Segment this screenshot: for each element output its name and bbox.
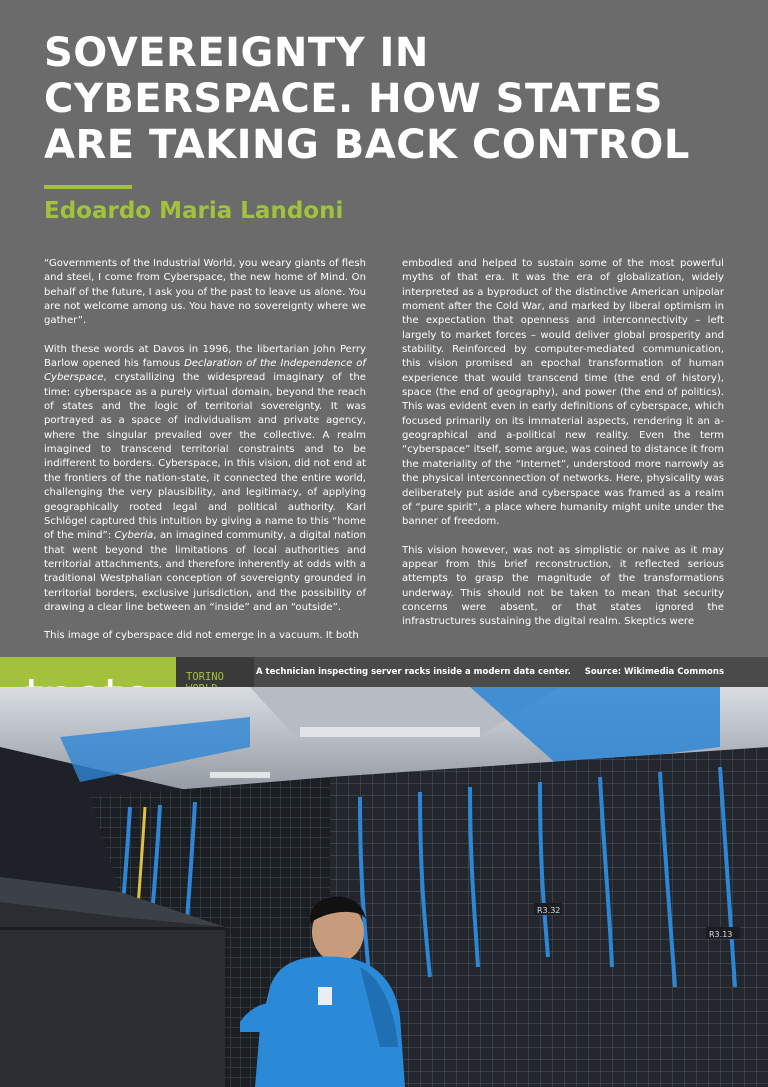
paragraph-barlow xyxy=(44,343,366,616)
paragraph-vision: This vision however, was not as simplistic or naive as it may appear from this brief reconstruction, it reflected serious attempts to grasp the magnitude of the transformations underway. This should not be taken to mean that security concerns were absent, or that states ignored the infrastructures sustaining the digital realm. Skeptics were xyxy=(402,544,724,628)
datacenter-photo xyxy=(0,687,768,1087)
paragraph-quote: “Governments of the Industrial World, you weary giants of flesh and steel, I come from Cyberspace, the new home of Mind. On behalf of the future, I ask you of the past to leave us alone. You are not welcome among us. You have no sovereignty where we gather”. xyxy=(44,258,367,327)
paragraph-globalization: embodied and helped to sustain some of the most powerful myths of that era. It was the era of globalization, widely interpreted as a byproduct of the distinctive American unipolar moment after the Cold War, and marked by liberal optimism in the expectation that openness and interconnectivity – left largely to market forces – would deliver global prosperity and stability. Reinforced by computer-mediated communication, this vision promised an epochal transformation of human experience that would transcend time (the end of history), space (the end of geography), and power (the end of politics). This was evident even in early definitions of cyberspace, which focused primarily on its immaterial aspects, rendering it an a-geographical and a-political new reality. Even the term “cyberspace” itself, some argue, was coined to distance it from the materiality of the “Internet”, understood more narrowly as the physical interconnection of networks. Here, physicality was deliberately put aside and cyberspace was framed as a realm of “pure spirit”, a place where humanity might unite under the banner of freedom. xyxy=(402,258,724,528)
title-underline xyxy=(44,185,132,189)
body-column-right xyxy=(402,257,724,645)
article-title: SOVEREIGNTY IN CYBERSPACE. HOW STATES ARE TAKING BACK CONTROL xyxy=(44,30,690,168)
text-run: , crystallizing the widespread imaginary of the time: cyberspace as a purely virtual domain, beyond the reach of states and the logic of territorial sovereignty. It was portrayed as a space of individualism and private agency, where the singular prevailed over the collective. A realm imagined to transcend territorial constraints and to be indifferent to borders. Cyberspace, in this vision, did not end at the frontiers of the nation-state, it connected the entire world, challenging the very plausibility, and legitimacy, of applying geographically rooted legal and political authority. Karl Schlögel captured this intuition by giving a name to this “home of the mind”: xyxy=(44,372,366,542)
rack-label-r313: R3.13 xyxy=(709,930,733,939)
body-column-left xyxy=(44,257,366,645)
text-run: With these words at Davos in 1996, the libertarian John Perry Barlow opened his famous xyxy=(44,343,366,370)
paragraph-vacuum: This image of cyberspace did not emerge in a vacuum. It both xyxy=(44,630,359,642)
photo-source: Source: Wikimedia Commons xyxy=(584,667,724,677)
text-run: , an imagined community, a digital nation that went beyond the limitations of local authorities and territorial attachments, and therefore inherently at odds with a traditional Westphalian conception of sovereignty grounded in territorial borders, exclusive jurisdiction, and the possibility of drawing a clear line between an “inside” and an “outside”. xyxy=(44,530,366,613)
article-author: Edoardo Maria Landoni xyxy=(44,198,344,224)
italic-title-declaration: Declaration of the Independence of Cyberspace xyxy=(44,358,366,384)
italic-term-cyberia: Cyberia xyxy=(114,530,154,542)
rack-label-r332: R3.32 xyxy=(537,906,561,915)
org-line-1: TORINO xyxy=(186,671,224,683)
datacenter-illustration xyxy=(0,687,768,1087)
photo-caption: A technician inspecting server racks inside a modern data center. xyxy=(256,667,571,677)
